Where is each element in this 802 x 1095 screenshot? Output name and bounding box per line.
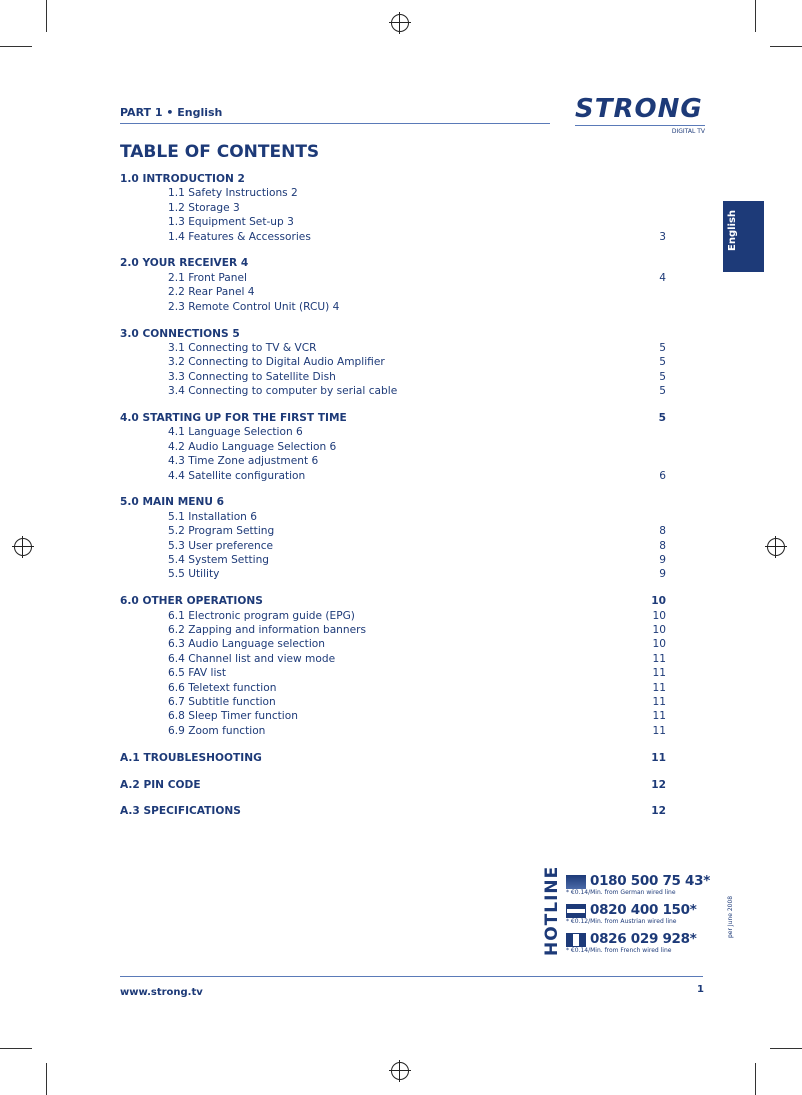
toc-page-number: 9 xyxy=(659,568,666,581)
hotline-germany xyxy=(566,872,710,897)
toc-title: 3.2 Connecting to Digital Audio Amplifier xyxy=(168,356,385,369)
crop-mark xyxy=(0,46,32,47)
toc-entry[interactable] xyxy=(120,553,666,567)
registration-mark-icon xyxy=(14,538,32,556)
crop-mark xyxy=(770,46,802,47)
registration-mark-icon xyxy=(767,538,785,556)
toc-page-number: 11 xyxy=(652,710,666,723)
toc-title: 3.1 Connecting to TV & VCR xyxy=(168,341,317,354)
toc-entry[interactable] xyxy=(120,230,666,244)
toc-title: 5.0 MAIN MENU 6 xyxy=(120,496,224,509)
toc-title: 1.1 Safety Instructions 2 xyxy=(168,187,298,200)
language-tab-label: English xyxy=(727,209,738,251)
toc-page-number: 5 xyxy=(659,370,666,383)
registration-mark-icon xyxy=(391,14,409,32)
toc-entry[interactable] xyxy=(120,300,666,314)
logo-line xyxy=(575,125,705,126)
hotline-austria xyxy=(566,901,697,926)
toc-title: 6.9 Zoom function xyxy=(168,724,266,737)
toc-title: 1.4 Features & Accessories xyxy=(168,230,311,243)
toc-title: 5.2 Program Setting xyxy=(168,525,275,538)
toc-page-number: 3 xyxy=(659,230,666,243)
strong-logo xyxy=(575,94,705,135)
toc-title: 4.2 Audio Language Selection 6 xyxy=(168,440,337,453)
toc-entry[interactable] xyxy=(120,709,666,723)
hotline-box xyxy=(542,865,743,958)
toc-entry[interactable] xyxy=(120,681,666,695)
toc-title: 2.3 Remote Control Unit (RCU) 4 xyxy=(168,300,340,313)
toc-page-number: 12 xyxy=(651,805,666,818)
toc-entry[interactable] xyxy=(120,341,666,355)
toc-title: 4.4 Satellite configuration xyxy=(168,469,306,482)
toc-title: 5.1 Installation 6 xyxy=(168,510,257,523)
toc-entry[interactable] xyxy=(120,666,666,680)
footer-divider xyxy=(120,976,703,977)
toc-title: 4.3 Time Zone adjustment 6 xyxy=(168,455,319,468)
toc-title: 6.7 Subtitle function xyxy=(168,696,276,708)
hotline-label: HOTLINE xyxy=(542,865,562,956)
toc-section[interactable] xyxy=(120,751,666,765)
toc-title: 2.0 YOUR RECEIVER 4 xyxy=(120,257,249,270)
toc-entry[interactable] xyxy=(120,215,666,229)
germany-flag-icon xyxy=(566,875,586,889)
toc-title: 6.4 Channel list and view mode xyxy=(168,652,336,665)
crop-mark xyxy=(46,0,47,32)
toc-title: 6.2 Zapping and information banners xyxy=(168,624,367,637)
toc-section[interactable] xyxy=(120,804,666,818)
toc-title: 5.3 User preference xyxy=(168,539,274,552)
toc-entry[interactable] xyxy=(120,201,666,215)
language-tab xyxy=(723,201,764,272)
toc-page-number: 6 xyxy=(659,469,666,482)
toc-page-number: 8 xyxy=(659,525,666,538)
registration-mark-icon xyxy=(391,1062,409,1080)
crop-mark xyxy=(755,1063,756,1095)
toc-title: 2.1 Front Panel xyxy=(168,271,247,284)
crop-mark xyxy=(755,0,756,32)
toc-page-number: 4 xyxy=(659,271,666,284)
hotline-number: 0820 400 150* xyxy=(590,902,697,918)
hotline-note: * €0.14/Min. from German wired line xyxy=(566,889,676,896)
hotline-note: * €0.12/Min. from Austrian wired line xyxy=(566,918,677,925)
toc-entry[interactable] xyxy=(120,440,666,454)
toc-page-number: 12 xyxy=(651,778,666,791)
toc-page-number: 5 xyxy=(658,411,666,424)
toc-entry[interactable] xyxy=(120,510,666,524)
toc-title: 6.3 Audio Language selection xyxy=(168,638,325,651)
toc-page-number: 10 xyxy=(652,624,666,637)
toc-title: 3.4 Connecting to computer by serial cable xyxy=(168,385,398,398)
toc-page-number: 9 xyxy=(659,553,666,566)
toc-section[interactable] xyxy=(120,256,666,270)
toc-section[interactable] xyxy=(120,495,666,509)
toc-title: 1.0 INTRODUCTION 2 xyxy=(120,173,245,185)
toc-page-number: 8 xyxy=(659,539,666,552)
crop-mark xyxy=(770,1048,802,1049)
toc-page-number: 11 xyxy=(651,751,666,764)
crop-mark xyxy=(0,1048,32,1049)
toc-entry[interactable] xyxy=(120,186,666,200)
logo-wordmark: STRONG xyxy=(575,94,703,124)
toc-entry[interactable] xyxy=(120,609,666,623)
toc-title: 2.2 Rear Panel 4 xyxy=(168,286,255,299)
crop-mark xyxy=(46,1063,47,1095)
toc-entry[interactable] xyxy=(120,285,666,299)
toc-entry[interactable] xyxy=(120,567,666,581)
toc-page-number: 5 xyxy=(659,341,666,354)
toc-entry[interactable] xyxy=(120,524,666,538)
toc-entry[interactable] xyxy=(120,271,666,285)
toc-page-number: 11 xyxy=(652,652,666,665)
toc-entry[interactable] xyxy=(120,695,666,709)
toc-page-number: 10 xyxy=(652,609,666,622)
toc-entry[interactable] xyxy=(120,623,666,637)
toc-entry[interactable] xyxy=(120,469,666,483)
toc-title: 5.4 System Setting xyxy=(168,553,270,566)
toc-entry[interactable] xyxy=(120,637,666,651)
toc-section[interactable] xyxy=(120,172,666,186)
toc-entry[interactable] xyxy=(120,355,666,369)
toc-section[interactable] xyxy=(120,594,666,608)
toc-title: 6.6 Teletext function xyxy=(168,681,277,694)
header-divider xyxy=(120,123,550,124)
logo-subtitle: DIGITAL TV xyxy=(671,128,705,135)
hotline-number: 0826 029 928* xyxy=(590,931,697,947)
toc-entry[interactable] xyxy=(120,724,666,738)
hotline-note: * €0.14/Min. from French wired line xyxy=(566,947,672,954)
toc-entry[interactable] xyxy=(120,384,666,398)
toc-entry[interactable] xyxy=(120,652,666,666)
toc-page-number: 11 xyxy=(652,724,666,737)
toc-page-number: 11 xyxy=(652,696,666,708)
toc-title: 6.0 OTHER OPERATIONS xyxy=(120,595,263,608)
toc-section[interactable] xyxy=(120,778,666,792)
page-title: TABLE OF CONTENTS xyxy=(120,142,320,162)
toc-title: A.1 TROUBLESHOOTING xyxy=(120,751,262,764)
toc-title: 1.3 Equipment Set-up 3 xyxy=(168,216,294,229)
hotline-date: per June 2008 xyxy=(727,895,734,938)
toc-title: 4.0 STARTING UP FOR THE FIRST TIME xyxy=(120,411,347,424)
toc-title: A.3 SPECIFICATIONS xyxy=(120,805,241,818)
website-link[interactable]: www.strong.tv xyxy=(120,987,203,998)
toc-title: 6.5 FAV list xyxy=(168,667,227,680)
austria-flag-icon xyxy=(566,904,586,918)
toc-page-number: 10 xyxy=(651,595,666,608)
hotline-france xyxy=(566,930,697,955)
toc-section[interactable] xyxy=(120,327,666,341)
toc-page-number: 5 xyxy=(659,385,666,398)
toc-entry[interactable] xyxy=(120,454,666,468)
toc-title: 3.3 Connecting to Satellite Dish xyxy=(168,370,336,383)
toc-title: 1.2 Storage 3 xyxy=(168,201,240,214)
toc-title: 4.1 Language Selection 6 xyxy=(168,426,303,439)
toc-section[interactable] xyxy=(120,411,666,425)
toc-page-number: 10 xyxy=(652,638,666,651)
hotline-number: 0180 500 75 43* xyxy=(590,873,710,889)
toc-title: A.2 PIN CODE xyxy=(120,778,201,791)
toc-title: 5.5 Utility xyxy=(168,568,220,581)
page-number: 1 xyxy=(697,984,704,995)
toc-entry[interactable] xyxy=(120,425,666,439)
toc-page-number: 11 xyxy=(652,667,666,680)
toc-entry[interactable] xyxy=(120,370,666,384)
toc-title: 6.8 Sleep Timer function xyxy=(168,710,298,723)
toc-title: 6.1 Electronic program guide (EPG) xyxy=(168,609,355,622)
toc-page-number: 11 xyxy=(652,681,666,694)
toc-entry[interactable] xyxy=(120,539,666,553)
part-label: PART 1 • English xyxy=(120,106,223,119)
france-flag-icon xyxy=(566,933,586,947)
toc-page-number: 5 xyxy=(659,356,666,369)
toc-title: 3.0 CONNECTIONS 5 xyxy=(120,327,240,340)
table-of-contents xyxy=(120,172,666,819)
